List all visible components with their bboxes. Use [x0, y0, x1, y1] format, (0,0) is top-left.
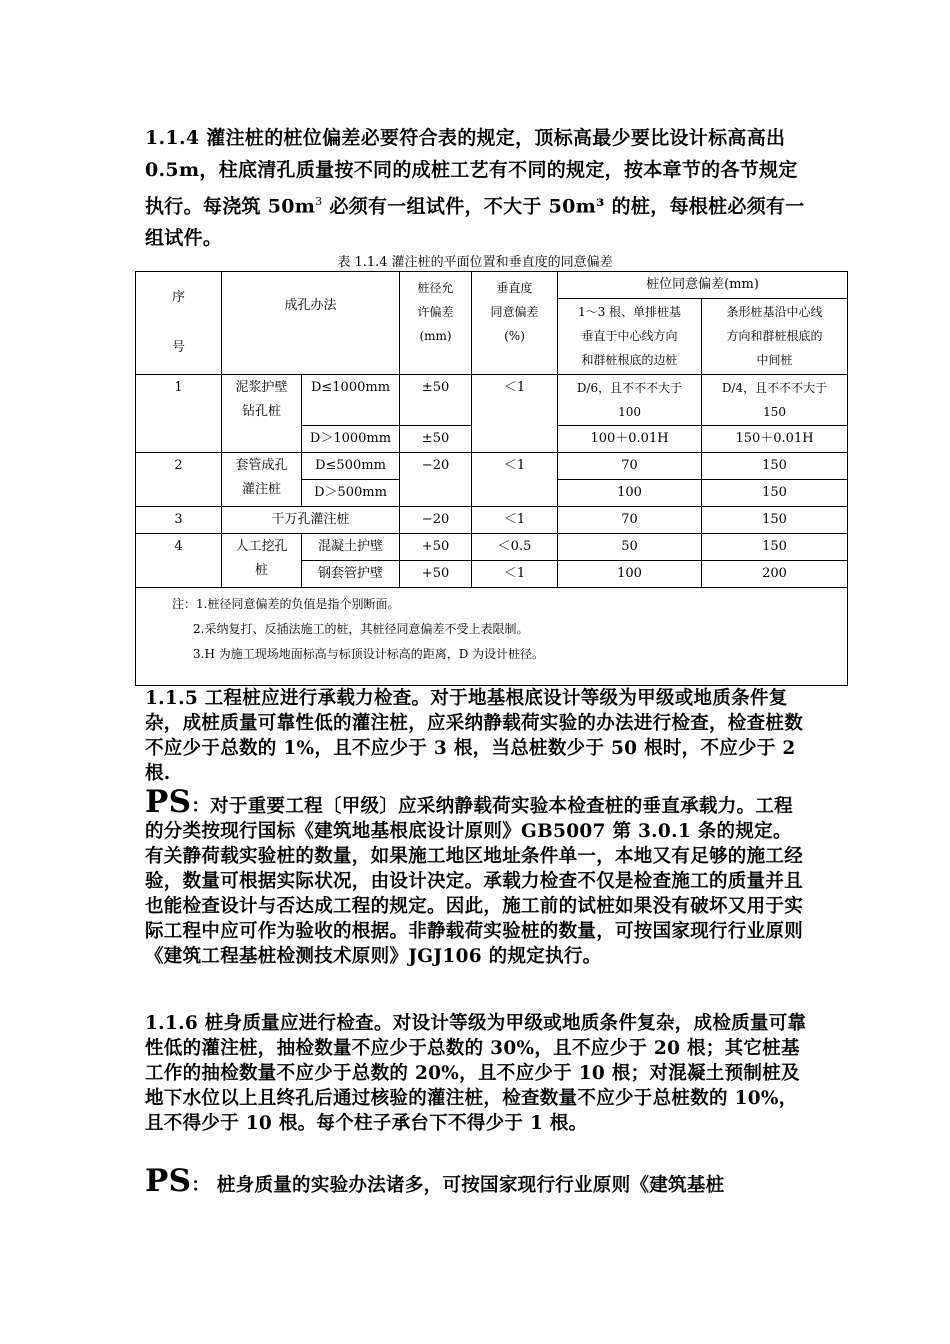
note-2: 2.采纳复打、反插法施工的桩，其桩径同意偏差不受上表限制。 — [193, 622, 529, 636]
row-condition: D＞500mm — [302, 480, 400, 507]
row-vertical: ＜1 — [472, 561, 558, 588]
header-vertical: 垂直度 同意偏差 (%) — [472, 272, 558, 375]
table-notes-row — [136, 588, 848, 686]
row-position-middle: D/4，且不不不大于 150 — [702, 375, 848, 426]
ps-label: PS — [145, 784, 192, 820]
row-method: 人工挖孔 桩 — [222, 534, 302, 588]
row-diameter: −20 — [400, 453, 472, 507]
row-method: 泥浆护壁 钻孔桩 — [222, 375, 302, 453]
table-row — [136, 507, 848, 534]
header-position: 桩位同意偏差(mm) — [558, 272, 848, 299]
table-notes — [136, 588, 848, 686]
note-1: 注：1.桩径同意偏差的负值是指个别断面。 — [172, 597, 400, 611]
row-position-edge: 100 — [558, 561, 702, 588]
row-position-middle: 150 — [702, 453, 848, 480]
row-number: 1 — [136, 375, 222, 453]
row-position-middle: 150 — [702, 480, 848, 507]
section-1-1-4: 1.1.4 灌注桩的桩位偏差必要符合表的规定，顶标高最少要比设计标高高出 0.5m，柱底清孔质量按不同的成桩工艺有不同的规定，按本章节的各节规定执行。每浇筑 $50m^3$ 必须有一组试件，不大于 50m³ 的桩，每根桩必须有一组试件。 — [145, 127, 805, 250]
ps-note-2: PS： 桩身质量的实验办法诸多，可按国家现行行业原则《建筑基桩 — [145, 1163, 725, 1199]
table-row — [136, 453, 848, 480]
row-position-middle: 150＋0.01H — [702, 426, 848, 453]
row-vertical: ＜0.5 — [472, 534, 558, 561]
table-row — [136, 375, 848, 426]
section-1-1-5: 1.1.5 工程桩应进行承载力检查。对于地基根底设计等级为甲级或地质条件复杂，成桩质量可靠性低的灌注桩，应采纳静载荷实验的办法进行检查，检查桩数不应少于总数的 1%，且不应少于 3 根，当总桩数少于 50 根时，不应少于 2 根. — [145, 688, 804, 784]
row-position-middle: 200 — [702, 561, 848, 588]
note-3: 3.H 为施工现场地面标高与标顶设计标高的距离，D 为设计桩径。 — [193, 647, 545, 661]
row-condition: D≤1000mm — [302, 375, 400, 426]
row-number: 4 — [136, 534, 222, 588]
row-position-edge: 70 — [558, 453, 702, 480]
row-diameter: −20 — [400, 507, 472, 534]
row-condition: 混凝土护壁 — [302, 534, 400, 561]
row-diameter: +50 — [400, 534, 472, 561]
row-method: 干万孔灌注桩 — [222, 507, 400, 534]
table-caption: 表 1.1.4 灌注桩的平面位置和垂直度的同意偏差 — [337, 255, 613, 270]
row-position-edge: 100 — [558, 480, 702, 507]
table-row — [136, 534, 848, 561]
row-diameter: ±50 — [400, 426, 472, 453]
row-diameter: ±50 — [400, 375, 472, 426]
header-method: 成孔办法 — [222, 272, 400, 375]
ps-note-1: PS：对于重要工程〔甲级〕应采纳静载荷实验本检查桩的垂直承载力。工程的分类按现行国标《建筑地基根底设计原则》GB5007 第 3.0.1 条的规定。有关静荷载实验桩的数量，如果施工地区地址条件单一，本地又有足够的施工经验，数量可根据实际状况，由设计决定。承载力检查不仅是检查施工的质量并且也能检查设计与否达成工程的规定。因此，施工前的试桩如果没有破坏又用于实际工程中应可作为验收的根据。非静载荷实验桩的数量，可按国家现行行业原则《建筑工程基桩检测技术原则》JGJ106 的规定执行。 — [145, 784, 804, 967]
row-diameter: +50 — [400, 561, 472, 588]
superscript-3: 3 — [315, 195, 323, 208]
header-diameter: 桩径允 许偏差 (mm) — [400, 272, 472, 375]
ps-label: PS — [145, 1163, 192, 1199]
header-position-middle: 条形桩基沿中心线 方向和群桩根底的 中间桩 — [702, 299, 848, 375]
row-position-edge: 100＋0.01H — [558, 426, 702, 453]
header-seq: 序 号 — [136, 272, 222, 375]
row-number: 3 — [136, 507, 222, 534]
row-position-edge: D/6，且不不不大于 100 — [558, 375, 702, 426]
row-vertical: ＜1 — [472, 507, 558, 534]
row-condition: D＞1000mm — [302, 426, 400, 453]
row-condition: D≤500mm — [302, 453, 400, 480]
row-condition: 钢套管护壁 — [302, 561, 400, 588]
pile-deviation-table — [135, 271, 848, 686]
table-header-row — [136, 272, 848, 299]
row-number: 2 — [136, 453, 222, 507]
row-position-middle: 150 — [702, 507, 848, 534]
row-position-edge: 50 — [558, 534, 702, 561]
row-position-edge: 70 — [558, 507, 702, 534]
row-vertical: ＜1 — [472, 453, 558, 507]
row-method: 套管成孔 灌注桩 — [222, 453, 302, 507]
header-position-edge: 1～3 根、单排桩基 垂直于中心线方向 和群桩根底的边桩 — [558, 299, 702, 375]
row-vertical: ＜1 — [472, 375, 558, 453]
section-1-1-6: 1.1.6 桩身质量应进行检查。对设计等级为甲级或地质条件复杂，成检质量可靠性低的灌注桩，抽检数量不应少于总数的 30%，且不应少于 20 根；其它桩基工作的抽检数量不应少于总数的 20%，且不应少于 10 根；对混凝土预制桩及地下水位以上且终孔后通过核验的灌注桩，检查数量不应少于总桩数的 10%，且不得少于 10 根。每个柱子承台下不得少于 1 根。 — [145, 1013, 807, 1134]
row-position-middle: 150 — [702, 534, 848, 561]
